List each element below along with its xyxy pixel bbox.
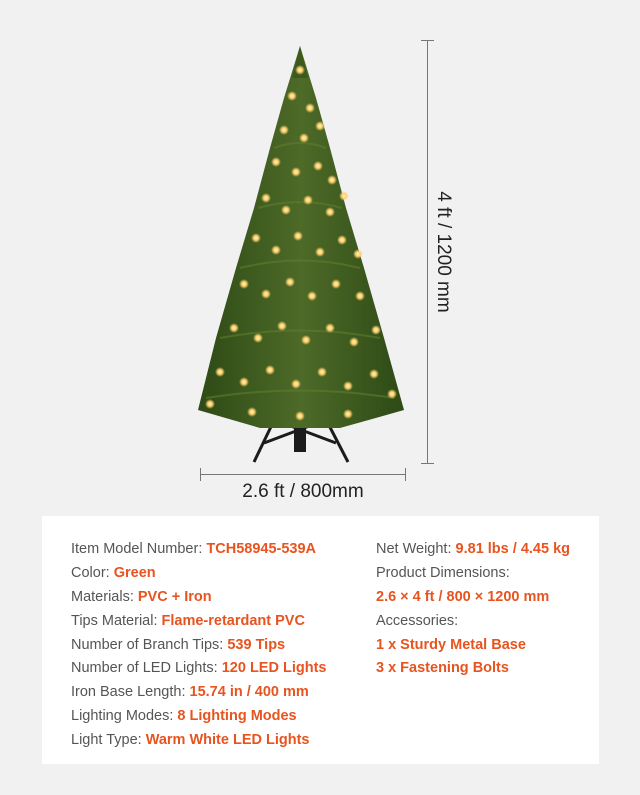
spec-label: Color:	[71, 564, 114, 581]
christmas-tree-image	[180, 38, 420, 470]
specs-left-column	[71, 538, 326, 753]
width-dimension-cap-right	[405, 468, 406, 481]
height-dimension-cap-top	[421, 40, 434, 41]
spec-accessories-label	[376, 610, 570, 634]
spec-net-weight	[376, 538, 570, 562]
spec-label: Tips Material:	[71, 612, 162, 629]
spec-label: Item Model Number:	[71, 541, 207, 557]
spec-value: 15.74 in / 400 mm	[189, 684, 309, 701]
spec-accessory-base	[376, 634, 570, 658]
spec-lighting-modes	[71, 705, 326, 729]
height-dimension-label: 4 ft / 1200 mm	[433, 191, 454, 313]
spec-label: Materials:	[71, 588, 138, 605]
spec-label: Number of LED Lights:	[71, 660, 222, 677]
spec-branch-tips	[71, 634, 326, 658]
spec-value: 9.81 lbs / 4.45 kg	[455, 541, 570, 557]
spec-dimensions-value	[376, 586, 570, 610]
spec-color	[71, 562, 326, 586]
spec-label: Net Weight:	[376, 541, 456, 557]
spec-label: Number of Branch Tips:	[71, 636, 228, 653]
spec-value: 120 LED Lights	[221, 660, 327, 677]
spec-tips-material	[71, 610, 326, 634]
spec-label: Iron Base Length:	[71, 684, 190, 701]
spec-label: Lighting Modes:	[71, 708, 178, 725]
spec-label: Light Type:	[71, 732, 146, 749]
spec-value: 1 x Sturdy Metal Base	[376, 636, 526, 653]
spec-value: 3 x Fastening Bolts	[376, 660, 509, 677]
spec-value: 539 Tips	[227, 636, 286, 653]
spec-value: Flame-retardant PVC	[161, 612, 305, 629]
width-dimension-cap-left	[200, 468, 201, 481]
spec-value: 2.6 × 4 ft / 800 × 1200 mm	[376, 588, 550, 605]
spec-value: TCH58945-539A	[206, 541, 317, 557]
height-dimension-cap-bottom	[421, 463, 434, 464]
specifications-card	[42, 516, 599, 764]
specs-right-column	[376, 538, 570, 681]
spec-value: 8 Lighting Modes	[177, 708, 297, 725]
width-dimension-line	[200, 474, 406, 475]
spec-value: Green	[113, 564, 156, 581]
spec-value: PVC + Iron	[137, 588, 212, 605]
spec-led-lights	[71, 657, 326, 681]
spec-label: Accessories:	[376, 612, 459, 629]
spec-dimensions-label	[376, 562, 570, 586]
height-dimension-line	[427, 40, 428, 464]
spec-accessory-bolts	[376, 657, 570, 681]
spec-item-model	[71, 538, 326, 562]
spec-materials	[71, 586, 326, 610]
spec-value: Warm White LED Lights	[145, 732, 310, 749]
width-dimension-label: 2.6 ft / 800mm	[242, 481, 364, 502]
spec-iron-base-length	[71, 681, 326, 705]
spec-label: Product Dimensions:	[376, 564, 510, 581]
spec-light-type	[71, 729, 326, 753]
